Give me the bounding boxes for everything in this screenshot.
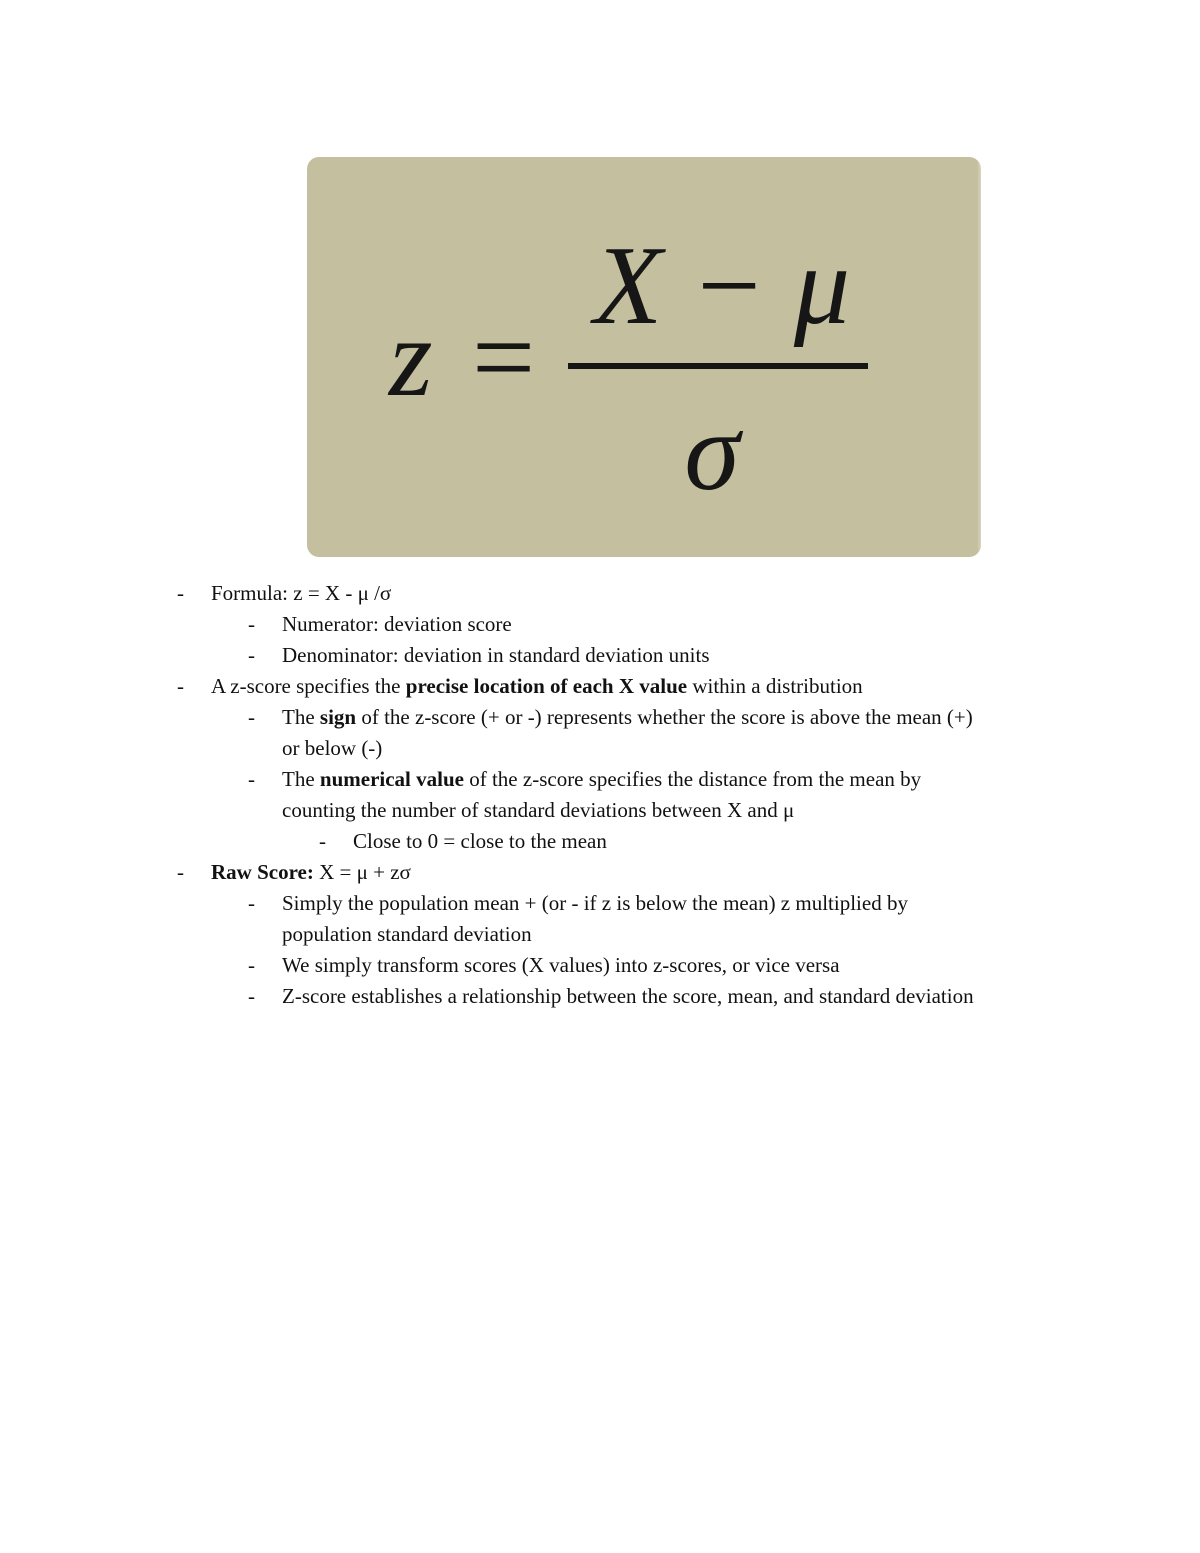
bullet-dash: -	[177, 860, 184, 884]
formula-graphic	[307, 157, 981, 557]
simply-line1: Simply the population mean + (or - if z is below the mean) z multiplied by	[282, 891, 908, 915]
numerical-suffix: of the z-score specifies the distance from the mean by	[463, 767, 922, 791]
numerical-note	[282, 764, 921, 826]
transform-note: We simply transform scores (X values) into z-scores, or vice versa	[282, 953, 840, 977]
sign-note	[282, 702, 973, 764]
list-item	[0, 950, 1200, 981]
numerator-note: Numerator: deviation score	[282, 612, 512, 636]
raw-score-formula: X = μ + zσ	[313, 860, 411, 884]
bullet-dash: -	[248, 612, 255, 636]
bullet-dash: -	[177, 581, 184, 605]
formula-equals: =	[472, 296, 536, 420]
sign-prefix: The	[282, 705, 320, 729]
formula-note: Formula: z = X - μ /σ	[211, 581, 392, 605]
formula-denominator: σ	[684, 390, 740, 514]
formula-image	[307, 157, 981, 557]
list-item	[0, 826, 1200, 857]
list-item	[0, 609, 1200, 640]
bullet-dash: -	[248, 767, 255, 791]
bullet-dash: -	[248, 643, 255, 667]
numerical-prefix: The	[282, 767, 320, 791]
bullet-dash: -	[248, 891, 255, 915]
list-item	[0, 671, 1200, 702]
raw-score-note	[211, 857, 411, 888]
location-suffix: within a distribution	[687, 674, 863, 698]
numerical-line2: counting the number of standard deviations between X and μ	[282, 798, 795, 822]
simply-line2: population standard deviation	[282, 922, 532, 946]
simply-note	[282, 888, 908, 950]
location-bold: precise location of each X value	[405, 674, 688, 698]
sign-line2: or below (-)	[282, 736, 383, 760]
numerical-bold: numerical value	[319, 767, 464, 791]
list-item	[0, 640, 1200, 671]
list-item	[0, 857, 1200, 888]
raw-score-bold: Raw Score:	[211, 860, 314, 884]
location-note	[211, 671, 863, 702]
list-item	[0, 702, 1200, 764]
formula-fraction-bar	[568, 363, 868, 369]
list-item	[0, 764, 1200, 826]
bullet-dash: -	[248, 984, 255, 1008]
list-item	[0, 578, 1200, 609]
formula-numerator: X − μ	[593, 224, 851, 348]
sign-bold: sign	[319, 705, 357, 729]
location-prefix: A z-score specifies the	[211, 674, 406, 698]
close-note: Close to 0 = close to the mean	[353, 829, 607, 853]
denominator-note: Denominator: deviation in standard deviation units	[282, 643, 710, 667]
bullet-dash: -	[177, 674, 184, 698]
bullet-dash: -	[248, 953, 255, 977]
bullet-dash: -	[248, 705, 255, 729]
formula-lhs: z	[389, 296, 433, 420]
list-item	[0, 981, 1200, 1012]
list-item	[0, 888, 1200, 950]
bullet-dash: -	[319, 829, 326, 853]
sign-suffix: of the z-score (+ or -) represents whether the score is above the mean (+)	[356, 705, 973, 729]
relationship-note: Z-score establishes a relationship between the score, mean, and standard deviation	[282, 984, 974, 1008]
notes-list	[0, 578, 1200, 1012]
